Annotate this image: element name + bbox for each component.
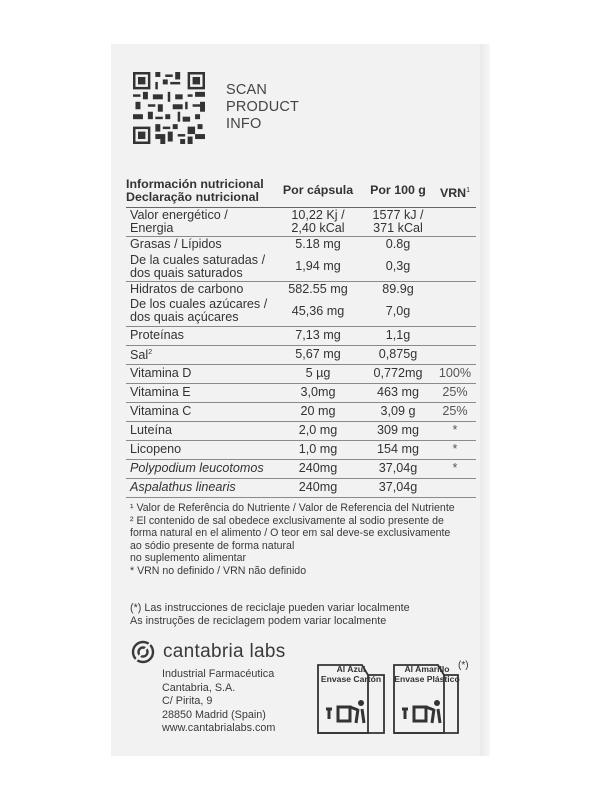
brand-name: cantabria labs	[163, 641, 286, 662]
row-name: Vitamina D	[130, 366, 192, 381]
bin-label	[392, 663, 462, 684]
bin-label-line: Envase Cartón	[320, 673, 382, 684]
header-vrn-sup: 1	[466, 187, 471, 194]
row-vrn: 100%	[438, 366, 472, 381]
table-row	[126, 460, 476, 479]
bin-label-line: Al Amarillo	[404, 664, 450, 674]
simple-rows	[126, 327, 476, 498]
address-line: 28850 Madrid (Spain)	[162, 708, 266, 721]
table-row	[126, 441, 476, 460]
table-row	[126, 422, 476, 441]
table-row-energy	[126, 208, 476, 237]
recycling-line: As instruções de reciclagem podem variar localmente	[130, 614, 387, 627]
qr-scan-label	[226, 82, 299, 133]
row-cap: 45,36 mg	[291, 303, 345, 318]
row-cap: 3,0mg	[300, 385, 336, 400]
row-100g: 0.8g	[385, 237, 411, 252]
row-name: Proteínas	[130, 328, 184, 343]
row-cap: 2,0 mg	[298, 423, 338, 438]
row-100g	[362, 209, 434, 235]
row-name-line: dos quais saturados	[130, 265, 243, 280]
row-100g: 463 mg	[376, 385, 419, 400]
footnote-line: * VRN no definido / VRN não definido	[130, 564, 307, 577]
row-vrn: *	[452, 461, 458, 476]
row-100g: 7,0g	[385, 303, 411, 318]
recycle-bin-blue	[316, 663, 386, 735]
row-100g-line: 1577 kJ /	[372, 208, 424, 222]
row-100g: 89.9g	[382, 282, 414, 297]
address-line: Industrial Farmacéutica	[162, 668, 275, 680]
recycling-line: (*) Las instrucciones de reciclaje pueden variar localmente	[130, 602, 410, 614]
address-line: Cantabria, S.A.	[162, 681, 236, 694]
row-name-line: Energia	[130, 221, 174, 236]
bins-note: (*)	[458, 660, 469, 671]
header-col-per-capsule: Por cápsula	[282, 183, 354, 197]
row-100g: 0,875g	[378, 347, 418, 362]
box-edge	[480, 44, 490, 756]
footnote-line: no suplemento alimentar	[130, 552, 247, 565]
row-name: Hidratos de carbono	[130, 282, 244, 297]
row-cap: 1,94 mg	[295, 259, 341, 274]
table-header	[126, 178, 476, 208]
row-name: Aspalathus linearis	[130, 480, 236, 495]
row-cap-line: 2,40 kCal	[291, 221, 345, 236]
header-col-name	[126, 178, 274, 204]
row-cap-line: 10,22 Kj /	[291, 208, 345, 222]
row-name-line: dos quais açúcares	[130, 310, 239, 325]
row-cap: 582.55 mg	[288, 282, 348, 297]
footnote-line: ao sódio presente de forma natural	[130, 539, 295, 552]
row-cap: 240mg	[298, 461, 338, 476]
table-group-fat	[126, 237, 476, 282]
table-row-saturated	[126, 253, 476, 281]
bin-label-line: Al Azul	[336, 664, 366, 674]
row-name	[126, 253, 274, 281]
row-cap	[274, 209, 362, 235]
row-name: Luteína	[130, 423, 173, 438]
table-row	[126, 365, 476, 384]
qr-label-line: INFO	[226, 116, 262, 132]
row-cap: 1,0 mg	[298, 442, 338, 457]
footnote-line: ¹ Valor de Referência do Nutriente / Valor de Referencia del Nutriente	[130, 502, 455, 514]
row-100g: 154 mg	[376, 442, 419, 457]
table-group-carbs	[126, 282, 476, 327]
table-row-sugars	[126, 297, 476, 325]
row-cap: 5.18 mg	[295, 237, 341, 252]
table-row	[126, 479, 476, 498]
row-name	[126, 345, 274, 363]
table-row-carbs	[126, 282, 476, 297]
row-100g: 309 mg	[376, 423, 419, 438]
row-100g: 0,3g	[385, 259, 411, 274]
row-100g-line: 371 kCal	[373, 221, 423, 236]
row-cap: 20 mg	[300, 404, 336, 419]
row-cap: 5,67 mg	[295, 347, 341, 362]
cantabria-logo-icon	[131, 640, 155, 664]
table-row	[126, 403, 476, 422]
row-name: Grasas / Lípidos	[130, 237, 222, 252]
recycle-bin-yellow	[392, 663, 462, 735]
row-100g: 0,772mg	[373, 366, 423, 381]
row-vrn: *	[452, 423, 458, 438]
recycling-note	[130, 602, 478, 628]
header-name-line: Información nutricional	[126, 177, 264, 191]
brand-logo	[131, 640, 286, 664]
address-line[interactable]: www.cantabrialabs.com	[162, 722, 276, 735]
row-vrn: 25%	[442, 385, 468, 400]
header-name-line: Declaração nutricional	[126, 190, 259, 204]
row-100g: 1,1g	[385, 328, 411, 343]
row-name-line: De los cuales azúcares /	[130, 297, 268, 312]
row-100g: 37,04g	[378, 461, 418, 476]
header-col-per-100g: Por 100 g	[370, 183, 426, 197]
footnote-line: forma natural en el alimento / O teor em sal deve-se exclusivamente	[130, 527, 451, 540]
row-name: Polypodium leucotomos	[130, 461, 264, 476]
row-name: Licopeno	[130, 442, 182, 457]
row-name: Vitamina E	[130, 385, 191, 400]
row-name-sup: 2	[148, 349, 153, 357]
table-row	[126, 384, 476, 403]
company-address	[162, 668, 275, 736]
nutrition-table	[126, 178, 476, 498]
address-line: C/ Pirita, 9	[162, 695, 213, 708]
table-row	[126, 327, 476, 346]
row-name-line: Valor energético /	[130, 208, 228, 222]
footnote-line: ² El contenido de sal obedece exclusivamente al sodio presente de	[130, 514, 444, 527]
row-name	[126, 297, 274, 325]
table-row-fat	[126, 237, 476, 252]
row-100g: 37,04g	[378, 480, 418, 495]
qr-label-line: SCAN	[226, 82, 268, 98]
row-name-text: Sal	[130, 348, 149, 363]
bin-label-line: Envase Plástico	[394, 673, 460, 684]
row-cap: 240mg	[298, 480, 338, 495]
row-name-line: De la cuales saturadas /	[130, 252, 266, 267]
header-vrn-text: VRN	[439, 186, 467, 201]
bin-label	[316, 663, 386, 684]
footnotes	[130, 502, 478, 578]
row-cap: 7,13 mg	[295, 328, 341, 343]
qr-code-icon[interactable]	[133, 72, 205, 144]
row-name	[126, 208, 274, 236]
row-name: Vitamina C	[130, 404, 192, 419]
row-cap: 5 µg	[305, 366, 331, 381]
row-vrn: 25%	[442, 404, 468, 419]
header-col-vrn	[434, 178, 476, 204]
qr-label-line: PRODUCT	[226, 99, 300, 115]
table-row	[126, 346, 476, 365]
row-vrn: *	[452, 442, 458, 457]
row-100g: 3,09 g	[380, 404, 416, 419]
